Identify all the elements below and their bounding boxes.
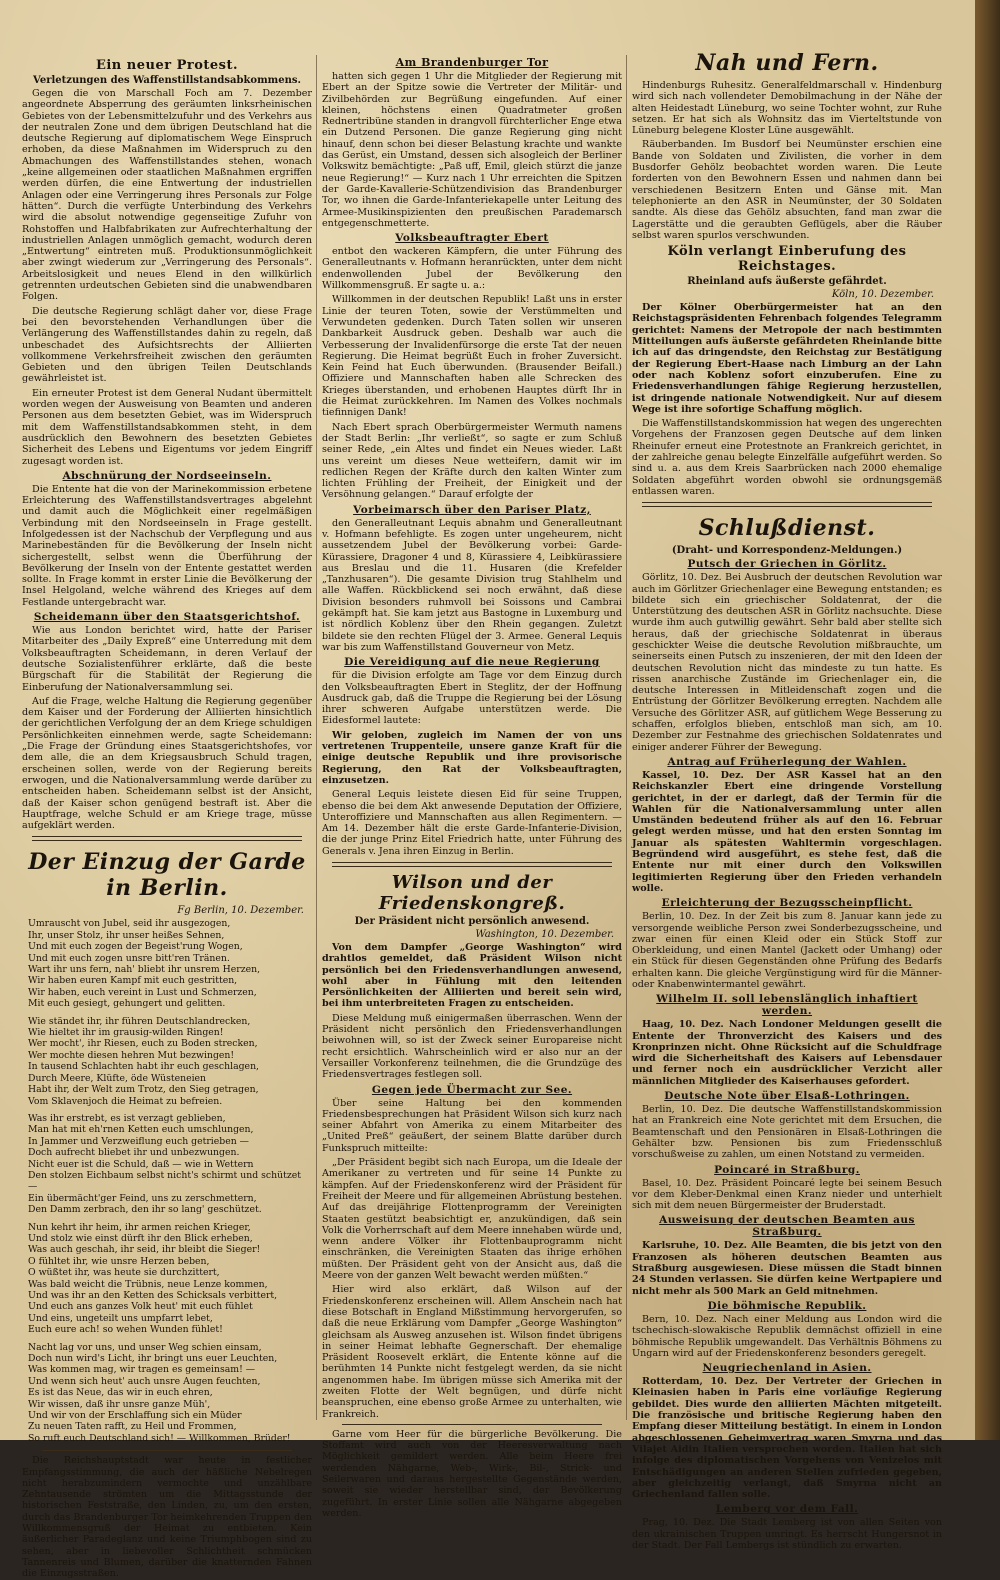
divider	[32, 836, 302, 841]
headline-vereidigung: Die Vereidigung auf die neue Regierung	[344, 656, 600, 669]
article-paragraph: den Generalleutnant Lequis abnahm und Generalleutnant v. Hofmann befehligte. Es zogen unter ungeheurem, nicht aussetzendem Jubel der Bevölkerung vorbei: Garde-Kürassiere, Dragoner 4 und 8, Kürassiere 4, Leibkürassiere aus Breslau und die 11. Husaren (die Krefelder „Tanzhusaren“). Die gesamte Division trug Stahlhelm und alle Waffen. Rückblickend sei noch erwähnt, daß diese Division besonders ruhmvoll bei Soissons und Cambrai gekämpft hat. Sie kam jetzt aus Bastogne in Luxemburg und ist nördlich Koblenz über den Rhein gegangen. Zuletzt bildete sie den rechten Flügel der 3. Armee. General Lequis war bis zum Waffenstillstand Gouverneur von Metz.	[322, 517, 622, 653]
article-paragraph: Bern, 10. Dez. Nach einer Meldung aus London wird die tschechisch-slowakische Republik demnächst offiziell in eine böhmische Republik umgewandelt. Das Verhältnis Böhmens zu Ungarn wird auf der Friedenskonferenz besonders geregelt.	[632, 1313, 942, 1359]
article-paragraph: Prag, 10. Dez. Die Stadt Lemberg ist von allen Seiten von den ukrainischen Truppen umringt. Es herrscht Hungersnot in der Stadt. Der Fall Lembergs ist stündlich zu erwarten.	[632, 1517, 942, 1551]
oath-text: Wir geloben, zugleich im Namen der von uns vertretenen Truppenteile, unsere ganze Kraft für die einige deutsche Republik und ihre provisorische Regierung, den Rat der Volksbeauftragten, einzusetzen.	[322, 729, 622, 786]
subheadline-protest: Verletzungen des Waffenstillstandsabkommens.	[33, 75, 301, 86]
headline-scheidemann: Scheidemann über den Staatsgerichtshof.	[33, 611, 301, 624]
headline-tor: Am Brandenburger Tor	[395, 56, 549, 69]
subheadline-schlussdienst: (Draht- und Korrespondenz-Meldungen.)	[671, 545, 903, 557]
article-paragraph: entbot den wackeren Kämpfern, die unter Führung des Generalleutnants v. Hofmann heranrückten, unter dem nicht endenwollenden Jubel der Bevölkerung den Willkommensgruß. Er sagte u. a.:	[322, 246, 622, 292]
article-paragraph: Über seine Haltung bei den kommenden Friedensbesprechungen hat Präsident Wilson sich kurz nach seiner Abfahrt von Amerika zu einem Mitarbeiter des „United Preß“ geäußert, der seinem Blatte darüber durch Funkspruch mitteilte:	[322, 1097, 622, 1154]
column-middle	[322, 0, 622, 1519]
article-paragraph: Haag, 10. Dez. Nach Londoner Meldungen gesellt die Entente der Thronverzicht des Kaisers und des Kronprinzen nicht. Ohne Rücksicht auf die Schuldfrage wird die Sicherheitshaft des Kaisers auf Lebensdauer und ferner noch ein ausdrücklicher Verzicht aller männlichen Mitglieder des Kaiserhauses gefordert.	[632, 1019, 942, 1087]
headline-parade: Vorbeimarsch über den Pariser Platz,	[353, 503, 591, 516]
headline-wilson: Wilson und der Friedenskongreß.	[378, 872, 566, 914]
divider	[342, 1424, 602, 1425]
divider	[42, 1450, 292, 1451]
dateline-einzug: Fg Berlin, 10. Dezember.	[177, 905, 304, 917]
headline-nordsee: Abschnürung der Nordseeinseln.	[62, 469, 272, 482]
headline-ebert: Volksbeauftragter Ebert	[395, 232, 549, 245]
headline-putsch: Putsch der Griechen in Görlitz.	[687, 558, 887, 571]
article-paragraph: Von dem Dampfer „George Washington“ wird drahtlos gemeldet, daß Präsident Wilson nicht persönlich bei den Friedensverhandlungen anwesend, wohl aber in Fühlung mit den leitenden Persönlichkeiten der Alliierten und bereit sein wird, bei ihm unterbreiteten Fragen zu entscheiden.	[322, 942, 622, 1010]
column-left	[22, 0, 312, 1580]
article-paragraph: „Der Präsident begibt sich nach Europa, um die Ideale der Amerikaner zu vertreten und für seine 14 Punkte zu kämpfen. Auf der Friedenskonferenz wird der Präsident für Freiheit der Meere und für allgemeinen Abrüstung bestehen. Auf das dreijährige Flottenprogramm der Vereinigten Staaten gestützt beabsichtigt er, anzukündigen, daß sein Volk die Vorherrschaft auf dem Meere innehaben würde und, wenn andere Völker ihr Flottenbauprogramm nicht einschränken, die Vereinigten Staaten das ihrige erhöhen müßten. Der Präsident geht von der Ansicht aus, daß die Meere von der ganzen Welt bewacht werden müßten.“	[322, 1157, 622, 1282]
article-paragraph: Berlin, 10. Dez. In der Zeit bis zum 8. Januar kann jede zu versorgende weibliche Person zwei Sonderbezugsscheine, und zwar einen für einen Kleid oder ein Stück Stoff zur Oberkleidung, und einen Mantel (Jackett oder Umhang) oder ein Stück für diesen Gegenständen ohne Prüfung des Bedarfs erhalten kann. Die gleiche Vergünstigung wird für die Männer- oder Knabenwintermantel gewährt.	[632, 911, 942, 990]
article-paragraph: General Lequis leistete diesen Eid für seine Truppen, ebenso die bei dem Akt anwesende Deputation der Offiziere, Unteroffiziere und Mannschaften aus allen Regimentern. — Am 14. Dezember hält die erste Garde-Infanterie-Division, die der junge Prinz Eitel Friedrich hatte, unter Führung des Generals v. Jena ihren Einzug in Berlin.	[322, 789, 622, 857]
column-right	[632, 0, 942, 1551]
headline-wilhelm: Wilhelm II. soll lebenslänglich inhaftiert werden.	[656, 993, 918, 1018]
subheadline-koeln: Rheinland aufs äußerste gefährdet.	[687, 276, 887, 288]
headline-protest: Ein neuer Protest.	[95, 58, 239, 73]
poem-stanza: Nacht lag vor uns, und unser Weg schien einsam, Doch nun wird's Licht, ihr bringt uns euer Leuchten, Was kommen mag, wir tragen es gemeinsam! — Und wenn sich heut' auch unsre Augen feuchten, Es ist das Neue, das wir in euch ehren, Wir wissen, daß ihr unsre ganze Müh', Und wir von der Erschlaffung sich ein Müder Zu neuen Taten rafft, zu Heil und Frommen, So ruft euch Deutschland sich! — Willkommen, Brüder!	[28, 1341, 291, 1444]
divider	[332, 862, 612, 867]
article-paragraph: Karlsruhe, 10. Dez. Alle Beamten, die bis jetzt von den Franzosen als höheren deutschen Beamten aus Straßburg ausgewiesen. Diese müssen die Stadt binnen 24 Stunden verlassen. Sie dürfen keine Wertpapiere und nicht mehr als 500 Mark an Geld mitnehmen.	[632, 1240, 942, 1297]
article-paragraph: Wie aus London berichtet wird, hatte der Pariser Mitarbeiter des „Daily Expreß“ eine Unterredung mit dem Volksbeauftragten Scheidemann, in deren Verlauf der deutsche Sozialistenführer erklärte, daß die beste Bürgschaft für die Stabilität der Regierung die Einberufung der Nationalversammlung sei.	[22, 625, 312, 693]
headline-nah-fern: Nah und Fern.	[695, 50, 879, 76]
headline-schlussdienst: Schlußdienst.	[698, 515, 876, 542]
article-paragraph: Räuberbanden. Im Busdorf bei Neumünster erschien eine Bande von Soldaten und Zivilisten, die vorher in dem Busdorfer Gehölz beobachtet worden waren. Die Leute forderten von den Bewohnern Essen und nahmen dann bei verschiedenen Besitzern Enten und Gänse mit. Man telephonierte an den ASR in Neumünster, der 30 Soldaten sandte. Als diese das Gehölz absuchten, fand man zwar die Lagerstätte und die geraubten Geflügels, aber die Räuber selbst waren spurlos verschwunden.	[632, 139, 942, 241]
headline-elsass: Deutsche Note über Elsaß-Lothringen.	[664, 1090, 910, 1103]
article-paragraph: Die Entente hat die von der Marinekommission erbetene Erleichterung des Waffenstillstandsvertrages abgelehnt und damit auch die Möglichkeit einer regelmäßigen Verbindung mit den Nordseeinseln in Frage gestellt. Infolgedessen ist der Nachschub der Verpflegung und aus Marinebeständen für die Bevölkerung der Inseln nicht sichergestellt, selbst wenn die Überführung der Bevölkerung der Inseln von der Entente gestattet werden sollte. In Frage kommt in erster Linie die Bevölkerung der Insel Helgoland, welche während des Krieges auf dem Festlande untergebracht war.	[22, 483, 312, 608]
dateline-koeln: Köln, 10. Dezember.	[831, 289, 934, 301]
article-paragraph: Basel, 10. Dez. Präsident Poincaré legte bei seinem Besuch vor dem Kleber-Denkmal einen Kranz nieder und unterhielt sich mit dem neuen Bürgermeister der Bruderstadt.	[632, 1177, 942, 1212]
article-paragraph: Kassel, 10. Dez. Der ASR Kassel hat an den Reichskanzler Ebert eine dringende Vorstellung gerichtet, in der er darlegt, daß der Termin für die Wahlen für die Nationalversammlung unter allen Umständen bedeutend früher als auf den 16. Februar gelegt werden müsse, und hat den ersten Sonntag im Januar als spätesten Wahltermin vorgeschlagen. Begründend wird ausgeführt, es stehe fest, daß die Entente nur mit einer durch den Volkswillen legitimierten Regierung über den Frieden verhandeln wolle.	[632, 769, 942, 894]
page-edge	[975, 0, 1000, 1440]
article-paragraph: Ein erneuter Protest ist dem General Nudant übermittelt worden wegen der Ausweisung von Beamten und anderen Personen aus dem besetzten Gebiet, was im Widerspruch mit dem Waffenstillstandsabkommen steht, in dem ausdrücklich den Bewohnern des besetzten Gebietes Sicherheit des Lebens und Eigentums vor jedem Eingriff zugesagt worden ist.	[22, 387, 312, 467]
article-paragraph: Nach Ebert sprach Oberbürgermeister Wermuth namens der Stadt Berlin: „Ihr verließt“, so sagte er zum Schluß seiner Rede, „ein Altes und findet ein Neues wieder. Laßt uns vereint um dieses Neue wetteifern, damit wir im redlichen Regen der Kräfte durch den kalten Winter zum lichten Frühling der Freiheit, der Einigkeit und der Versöhnung gelangen.“ Darauf erfolgte der	[322, 421, 622, 501]
article-paragraph: Görlitz, 10. Dez. Bei Ausbruch der deutschen Revolution war auch im Görlitzer Griechenlager eine Bewegung entstanden; es bildete sich ein griechischer Soldatenrat, der die Unterstützung des deutschen ASR in Görlitz nachsuchte. Diese wurde ihm auch gutwillig gewährt. Sehr bald aber stellte sich heraus, daß der griechische Soldatenrat in überaus geschickter Weise die deutsche Revolution mißbrauchte, um seinerseits einen Putsch zu inszenieren, der mit den Ideen der deutschen Revolution nicht das mindeste zu tun hatte. Es rissen anarchische Zustände im Griechenlager ein, die deutsche Interessen in Mitleidenschaft zogen und die Entrüstung der Görlitzer Bevölkerung erregten. Nachdem alle Versuche des Görlitzer ASR, auf gütlichem Wege Besserung zu schaffen, erfolglos blieben, entschloß man sich, am 10. Dezember zur Festnahme des griechischen Soldatenrates und einiger anderer Führer der Bewegung.	[632, 572, 942, 753]
headline-bezugsschein: Erleichterung der Bezugsscheinpflicht.	[661, 897, 913, 910]
poem-stanza: Nun kehrt ihr heim, ihr armen reichen Krieger, Und stolz wie einst dürft ihr den Blick erheben, Was auch geschah, ihr seid, ihr bleibt die Sieger! O fühltet ihr, wie unsre Herzen beben, O wüßtet ihr, was heute sie durchzittert, Was bald weicht die Trübnis, neue Lenze kommen, Und was ihr an den Ketten des Schicksals verbittert, Und euch ans ganzes Volk heut' mit euch fühlet Und eins, ungeteilt uns umpfarrt lebet, Euch eure ach! so wehen Wunden fühlet!	[28, 1221, 278, 1336]
dateline-wilson: Washington, 10. Dezember.	[475, 929, 614, 940]
article-paragraph: Hier wird also erklärt, daß Wilson auf der Friedenskonferenz erscheinen will. Allem Anschein nach hat diese Botschaft in England Mißstimmung hervorgerufen, so daß die neue Erklärung vom Dampfer „George Washington“ gleichsam als Ausweg anzusehen ist. Wilson findet übrigens in seiner Heimat lebhafte Gegnerschaft. Der ehemalige Präsident Roosevelt erklärt, die Entente könne auf die berühmten 14 Punkte nicht festgelegt werden, da sie nicht angenommen habe. Im übrigen müsse sich Amerika mit der zweiten Flotte der Welt begnügen, und dürfe nicht beanspruchen, eine ebenso große Armee zu unterhalten, wie Frankreich.	[322, 1284, 622, 1420]
headline-uebermacht: Gegen jede Übermacht zur See.	[371, 1083, 573, 1096]
poem-stanza: Was ihr erstrebt, es ist verzagt geblieben, Man hat mit eh'rnen Ketten euch umschlungen, In Jammer und Verzweiflung euch getrieben — Doch aufrecht bliebet ihr und unbezwungen. Nicht euer ist die Schuld, daß — wie in Wettern Den stolzen Eichbaum selbst nicht's schirmt und schützet — Ein übermächt'ger Feind, uns zu zerschmettern, Den Damm zerbrach, den ihr so lang' geschützet.	[28, 1112, 301, 1216]
headline-griechenland: Neugriechenland in Asien.	[702, 1362, 872, 1375]
headline-wahlen: Antrag auf Früherlegung der Wahlen.	[667, 755, 907, 768]
headline-poincare: Poincaré in Straßburg.	[714, 1163, 860, 1176]
headline-lemberg: Lemberg vor dem Fall.	[715, 1503, 859, 1516]
divider	[642, 502, 932, 507]
article-paragraph: Willkommen in der deutschen Republik! Laßt uns in erster Linie der teuren Toten, sowie der Verstümmelten und Verwundeten gedenken. Durch Taten sollen wir unseren Dankbarkeit Ausdruck geben. Deshalb war auch die Verbesserung der Invalidenfürsorge die erste Tat der neuen Regierung. Die Heimat begrüßt Euch in froher Zuversicht. Kein Feind hat Euch überwunden. (Brausender Beifall.) Offiziere und Mannschaften haben alle Schrecken des Krieges überstanden, und erhobenen Hauptes dürft Ihr in die Heimat zurückkehren. Im Namen des Volkes nochmals tiefinnigen Dank!	[322, 294, 622, 419]
poem-stanza: Wie ständet ihr, ihr führen Deutschlandrecken, Wie hieltet ihr im grausig-wilden Ringen! Wer mocht', ihr Riesen, euch zu Boden strecken, Wer mochte diesen hehren Mut bezwingen! In tausend Schlachten habt ihr euch geschlagen, Durch Meere, Klüfte, öde Wüsteneien Habt ihr, der Welt zum Trotz, den Sieg getragen, Vom Sklavenjoch die Heimat zu befreien.	[28, 1015, 260, 1107]
headline-ausweisung: Ausweisung der deutschen Beamten aus Straßburg.	[659, 1214, 915, 1239]
article-paragraph: Die deutsche Regierung schlägt daher vor, diese Frage bei den bevorstehenden Verhandlungen über die Verlängerung des Waffenstillstandes dahin zu regeln, daß unbeschadet des Aufsichtsrechts der Alliierten vollkommene Verkehrsfreiheit zwischen den geräumten Gebieten und den übrigen Teilen Deutschlands gewährleistet ist.	[22, 305, 312, 385]
article-paragraph: Auf die Frage, welche Haltung die Regierung gegenüber dem Kaiser und der Forderung der Alliierten hinsichtlich der gerichtlichen Verfolgung der an dem Kriege schuldigen Persönlichkeiten einnehmen werde, sagte Scheidemann: „Die Frage der Gründung eines Staatsgerichtshofes, vor dem alle, die an dem Kriegsausbruch Schuld tragen, erscheinen sollen, werde von der Regierung bereits erwogen, und die Nationalversammlung werde darüber zu entscheiden haben. Scheidemann selbst ist der Ansicht, daß der Kaiser schon genügend bestraft ist. Aber die Hauptfrage, welche Schuld er am Kriege trage, müsse aufgeklärt werden.	[22, 695, 312, 832]
article-paragraph: Hindenburgs Ruhesitz. Generalfeldmarschall v. Hindenburg wird sich nach vollendeter Demobilmachung in der Nähe der alten Heidestadt Lüneburg, wo seine Tochter wohnt, zur Ruhe setzen. Er hat sich als Wohnsitz das im Vierteltstunde von Lüneburg belegene Kloster Lüne ausgewählt.	[632, 80, 942, 137]
headline-einzug: Der Einzug der Garde in Berlin.	[28, 849, 306, 902]
headline-koeln: Köln verlangt Einberufung des Reichstages.	[667, 244, 907, 275]
article-paragraph: Gegen die von Marschall Foch am 7. Dezember angeordnete Absperrung des geräumten linksrheinischen Gebietes von der Lebensmittelzufuhr und des Verkehrs aus der neutralen Zone und dem übrigen Deutschland hat die deutsche Regierung auf diplomatischem Wege Einspruch erhoben, da diese Maßnahmen im Widerspruch zu den Abmachungen des Waffenstillstandes stehen, wonach „keine allgemeinen oder staatlichen Maßnahmen ergriffen werden dürfen, die eine Entwertung der industriellen Anlagen oder eine Verringerung ihres Personals zur Folge hätten“. Durch die verfügte Unterbindung des Verkehrs wird die absolut notwendige gegenseitige Zufuhr von Rohstoffen und Halbfabrikaten zur Aufrechterhaltung der industriellen Anlagen unmöglich gemacht, wodurch deren „Entwertung“ eintreten muß. Produktionsunmöglichkeit aber zwingt wiederum zur „Verringerung des Personals“. Arbeitslosigkeit und neues Elend in den willkürlich getrennten urdeutschen Gebieten sind die unabwendbaren Folgen.	[22, 88, 312, 303]
poem-stanza: Umrauscht von Jubel, seid ihr ausgezogen, Ihr, unser Stolz, ihr unser heißes Sehnen, Und mit euch zogen der Begeist'rung Wogen, Und mit euch zogen unsre bitt'ren Tränen. Wart ihr uns fern, nah' bliebt ihr unsrem Herzen, Wir haben euren Kampf mit euch gestritten, Wir haben, euch vereint in Lust und Schmerzen, Mit euch gesiegt, gehungert und gelitten.	[28, 918, 261, 1010]
article-paragraph: Berlin, 10. Dez. Die deutsche Waffenstillstandskommission hat an Frankreich eine Note gerichtet mit dem Ersuchen, die Beamtenschaft und den Pensionären in Elsaß-Lothringen die Gehälter bzw. Pensionen bis zum Friedensschluß vorschußweise zu zahlen, um einen Notstand zu vermeiden.	[632, 1104, 942, 1161]
column-rule	[316, 55, 317, 1420]
column-rule	[626, 55, 627, 1420]
article-paragraph: Der Kölner Oberbürgermeister hat an den Reichstagspräsidenten Fehrenbach folgendes Telegramm gerichtet: Namens der Metropole der nach bestimmten Mitteilungen aufs äußerste gefährdeten Rheinlande bitte ich auf das dringendste, den Reichstag zur Bestätigung der Regierung Ebert-Haase nach Limburg an der Lahn oder nach Koblenz sofort einzuberufen. Eine zu Friedensverhandlungen fähige Regierung herzustellen, ist dringende nationale Notwendigkeit. Nur auf diesem Wege ist ihre sofortige Schaffung möglich.	[632, 302, 942, 415]
subheadline-wilson: Der Präsident nicht persönlich anwesend.	[354, 916, 590, 927]
headline-boehmen: Die böhmische Republik.	[707, 1299, 867, 1312]
article-paragraph: Rotterdam, 10. Dez. Der Vertreter der Griechen in Kleinasien haben in Paris eine vorläufige Regierung gebildet. Dies wurde den alliierten Mächten mitgeteilt. Die französische und britische Regierung haben den Empfang dieser Mitteilung bestätigt. In einem in London abgeschlossenen Geheimvertrag waren Smyrna und das Vilajet Aidin Italien versprochen worden. Italien hat sich infolge des diplomatischen Vorgehens von Venizelos mit Entschädigungen an anderen Stellen zufrieden gegeben, aber gleichzeitig verlangt, daß Smyrna nicht an Griechenland fallen solle.	[632, 1376, 942, 1501]
article-paragraph: für die Division erfolgte am Tage vor dem Einzug durch den Volksbeauftragten Ebert in Steglitz, der der Hoffnung Ausdruck gab, daß die Truppe die Regierung bei der Lösung ihrer schweren Aufgabe unterstützen werde. Die Eidesformel lautete:	[322, 670, 622, 727]
article-paragraph: Diese Meldung muß einigermaßen überraschen. Wenn der Präsident nicht persönlich den Friedensverhandlungen beiwohnen will, so ist der Zweck seiner Europareise nicht recht ersichtlich. Wahrscheinlich wird er also nur an der Versailler Vorkonferenz teilnehmen, die die Grundzüge des Friedensvertrages festlegen soll.	[322, 1012, 622, 1081]
article-paragraph: Die Reichshauptstadt war heute in festlicher Empfangsstimmung, die auch der häßliche Nebelregen nicht herabzumindern vermochte und unzählbare Zehntausende strömten um die Mittagsstunde der historischen Feststraße, den Linden, zu, um den ersten, durch das Brandenburger Tor heimkehrenden Truppen den Willkommensgruß der Heimat zu entbieten. Kein äußerlicher Paradeglanz und keine Triumphbogen sind zu sehen, aber in liebevoller Schlichtheit schmücken Tannenreis und Blumen, darüber die knatternden Fahnen die Einzugsstraßen.	[22, 1455, 312, 1580]
article-paragraph: Die Waffenstillstandskommission hat wegen des ungerechten Vorgehens der Franzosen gegen Deutsche auf dem linken Rheinufer erneut eine Protestnote an Frankreich gerichtet, in der zahlreiche genau belegte Einzelfälle aufgeführt werden. So sind u. a. aus dem Kreis Saarbrücken nach 2000 ehemalige Soldaten abgeführt worden obwohl sie ordnungsgemäß entlassen waren.	[632, 418, 942, 497]
article-paragraph: Garne vom Heer für die bürgerliche Bevölkerung. Die Stoffamt wird auch von der Heeresverwaltung nach Möglichkeit gemildert werden. Alle beim Heere frei werdenden Nähgarne, Web-, Wirk-, Bil-, Strick- und Seilerwaren und daraus hergestellte Gegenstände werden, soweit sie wieder herstellbar sind, der Bevölkerung zugeführt. In erster Linie sollen alle Nähgarne abgegeben werden.	[322, 1428, 622, 1519]
article-paragraph: hatten sich gegen 1 Uhr die Mitglieder der Regierung mit Ebert an der Spitze sowie die Vertreter der Militär- und Zivilbehörden zur Begrüßung eingefunden. Auf einer kleinen, höchstens einen Quadratmeter großen Rednertribüne standen in drangvoll fürchterlicher Enge etwa ein Dutzend Personen. Die ganze Regierung ging nicht hinauf, denn schon bei dieser Belastung krachte und wankte das Gerüst, ein Umstand, dessen sich alsogleich der Berliner Volkswitz bemächtigte: „Paß uff, Emil, gleich stürzt die janze neue Regierung!“ — Kurz nach 1 Uhr erreichten die Spitzen der Garde-Kavallerie-Schützendivision das Brandenburger Tor, wo ihnen die Garde-Infanteriekapelle unter Leitung des Armee-Musikinspizienten den preußischen Parademarsch entgegenschmetterte.	[322, 71, 622, 229]
